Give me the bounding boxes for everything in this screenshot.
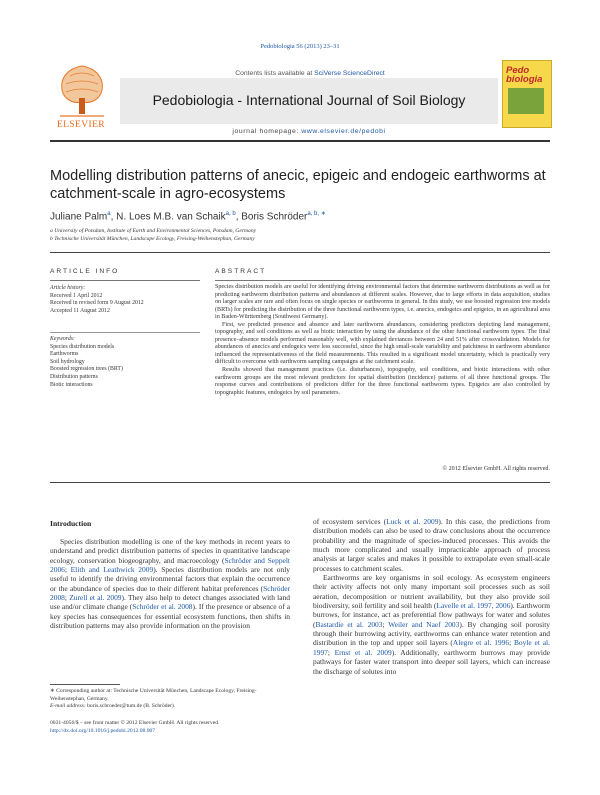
email-line <box>50 703 290 711</box>
author-name: N. Loes M.B. van Schaik <box>116 211 226 223</box>
affiliation-b: b Technische Universität München, Landscape Ecology, Freising-Weihenstephan, Germany <box>50 236 255 242</box>
body-column-right <box>313 517 550 676</box>
abstract-paragraph: Results showed that management practices (i.e. disturbances), topography, soil conditions, and biotic interactions with other earthworm groups are the most relevant predictors for spatial distribution (incidence) patterns of all three functional groups. The response curves and contributions of predictors differ for the three functional earthworm types. Epigeics are also controlled by topographic features, endogeics by soil parameters. <box>215 367 550 396</box>
keywords <box>50 336 200 389</box>
keyword: Biotic interactions <box>50 381 93 388</box>
footnote-rule <box>50 684 120 685</box>
footnote <box>50 688 290 711</box>
history-received: Received 1 April 2012 <box>50 292 103 299</box>
email-address[interactable]: boris.schroeder@tum.de (B. Schröder). <box>87 703 176 709</box>
affiliations <box>50 227 550 243</box>
journal-homepage <box>120 128 498 135</box>
article-title: Modelling distribution patterns of anecic, epigeic and endogeic earthworms at catchment-scale in agro-ecosystems <box>50 168 546 202</box>
abstract-paragraph: First, we predicted presence and absence and later earthworm abundances, considering predictors depicting land management, topography, and soil conditions as well as biotic interaction by using the abundance of the other functional earthworm types. The final presence–absence models performed reasonably well, with explained deviances between 24 and 51% after crossvalidation. Models for abundances of anecics and endogeics were less successful, since the high small-scale variability and patchiness in earthworm abundance influenced the representativeness of the field measurements. This resulted in a significant model uncertainty, which is practically very difficult to overcome with earthworm sampling campaigns at the catchment scale. <box>215 321 550 366</box>
author-list: Juliane Palm$^a$, N. Loes M.B. van Schaik$^{a, b}$, Boris Schröder$^{a, b, ∗}$ <box>50 211 326 223</box>
author-affil-mark[interactable]: a, b <box>225 211 236 217</box>
abstract-rule <box>215 280 550 281</box>
author-affil-mark[interactable]: a <box>107 211 111 217</box>
email-label: E-mail address: <box>50 703 86 709</box>
intro-paragraph: Species distribution modelling is one of the key methods in recent years to understand and predict distribution patterns of species in quantitative landscape ecology, conservation biogeography, and macroecology (Schröder and Seppelt 2006; Elith and Leathwick 2009). Species distribution models are not only useful to identify the driving environmental factors that explain the occurrence or the abundance of species due to their different habitat preferences (Schröder 2008; Zurell et al. 2009). They also help to detect changes associated with land use and/or climate change (Schröder et al. 2008). If the presence or absence of a key species has consequences for essential ecosystem functions, then shifts in distribution patterns may also provide information on the provision <box>50 537 291 631</box>
copyright: © 2012 Elsevier GmbH. All rights reserved. <box>442 466 550 472</box>
homepage-prefix: journal homepage: <box>232 128 302 135</box>
journal-reference[interactable]: Pedobiologia 56 (2013) 23–31 <box>260 43 340 50</box>
intro-paragraph: Earthworms are key organisms in soil ecology. As ecosystem engineers their activity affects not only many important soil processes such as soil aeration, decomposition or nutrient availability, but they also provide soil biodiversity, soil fertility and soil health (Lavelle et al. 1997, 2006). Earthworm burrows, for instance, act as preferential flow pathways for water and solutes (Bastardie et al. 2003; Weiler and Naef 2003). By changing soil porosity through their burrowing activity, earthworms can enhance water retention and distribution in the top and upper soil layers (Alegre et al. 1996; Boyle et al. 1997; Ernst et al. 2009). Additionally, earthworm burrows may provide pathways for faster water transport into deeper soil layers, which can increase the discharge of solutes into <box>313 573 551 676</box>
author-name: Boris Schröder <box>241 211 308 223</box>
keyword: Boosted regression trees (BRT) <box>50 366 123 373</box>
cover-title: Pedo biologia <box>506 65 543 85</box>
contents-prefix: Contents lists available at <box>235 70 315 77</box>
intro-paragraph: of ecosystem services (Luck et al. 2009). In this case, the predictions from distribution models can also be used to draw conclusions about the occurrence probability and the magnitude of species-induced processes. This avoids the much more complicated and usually impracticable approach of process analysis at larger scales and makes it possible to extrapolate even small-scale processes to catchment scales. <box>313 517 550 573</box>
abstract-paragraph: Species distribution models are useful for identifying driving environmental factors that determine earthworm distributions as well as for predicting earthworm distribution patterns and abundances at different scales. However, due to large efforts in data acquisition, studies on larger scales are rare and often focus on single species or earthworms in general. In this study, we use boosted regression tree models (BRTs) for predicting the distribution of the three functional earthworm types, i.e. anecics, endogeics and epigeics, in an agricultural area in Baden-Württemberg (Southwest Germany). <box>215 284 550 321</box>
introduction-heading: Introduction <box>50 519 92 528</box>
keywords-label: Keywords: <box>50 336 75 342</box>
section-rule <box>50 482 550 483</box>
abstract-heading: ABSTRACT <box>215 268 267 275</box>
issn-line: 0031-4056/$ – see front matter © 2012 Elsevier GmbH. All rights reserved. <box>50 720 220 726</box>
sciencedirect-link[interactable]: SciVerse ScienceDirect <box>314 70 385 77</box>
header-rule <box>50 140 550 142</box>
body-column-left <box>50 537 290 630</box>
doi-link[interactable]: http://dx.doi.org/10.1016/j.pedobi.2012.08.007 <box>50 727 156 734</box>
author-name: Juliane Palm <box>50 211 108 223</box>
history-accepted: Accepted 11 August 2012 <box>50 307 110 314</box>
corresponding-author-note: ∗ Corresponding author at: Technische Universität München, Landscape Ecology, Freising-Weihenstephan, Germany. <box>50 688 257 702</box>
keyword: Earthworms <box>50 351 79 358</box>
keyword: Soil hydrology <box>50 358 85 365</box>
keyword: Distribution patterns <box>50 373 98 380</box>
section-rule <box>50 252 550 253</box>
info-rule <box>50 280 200 281</box>
article-history <box>50 285 200 315</box>
doi-block <box>50 720 290 735</box>
publisher-name: ELSEVIER <box>56 120 106 130</box>
journal-title: Pedobiologia - International Journal of Soil Biology <box>152 92 466 108</box>
article-info-heading: ARTICLE INFO <box>50 268 120 275</box>
affiliation-a: a University of Potsdam, Institute of Earth and Environmental Sciences, Potsdam, Germany <box>50 228 257 234</box>
homepage-link[interactable]: www.elsevier.de/pedobi <box>301 128 386 135</box>
history-revised: Received in revised form 9 August 2012 <box>50 300 144 306</box>
keyword: Species distribution models <box>50 343 115 350</box>
history-label: Article history: <box>50 285 86 291</box>
abstract-body <box>215 284 550 397</box>
cover-photo <box>508 88 544 114</box>
contents-line <box>120 70 500 77</box>
keywords-rule <box>50 332 200 333</box>
author-affil-mark[interactable]: a, b, ∗ <box>307 211 326 217</box>
